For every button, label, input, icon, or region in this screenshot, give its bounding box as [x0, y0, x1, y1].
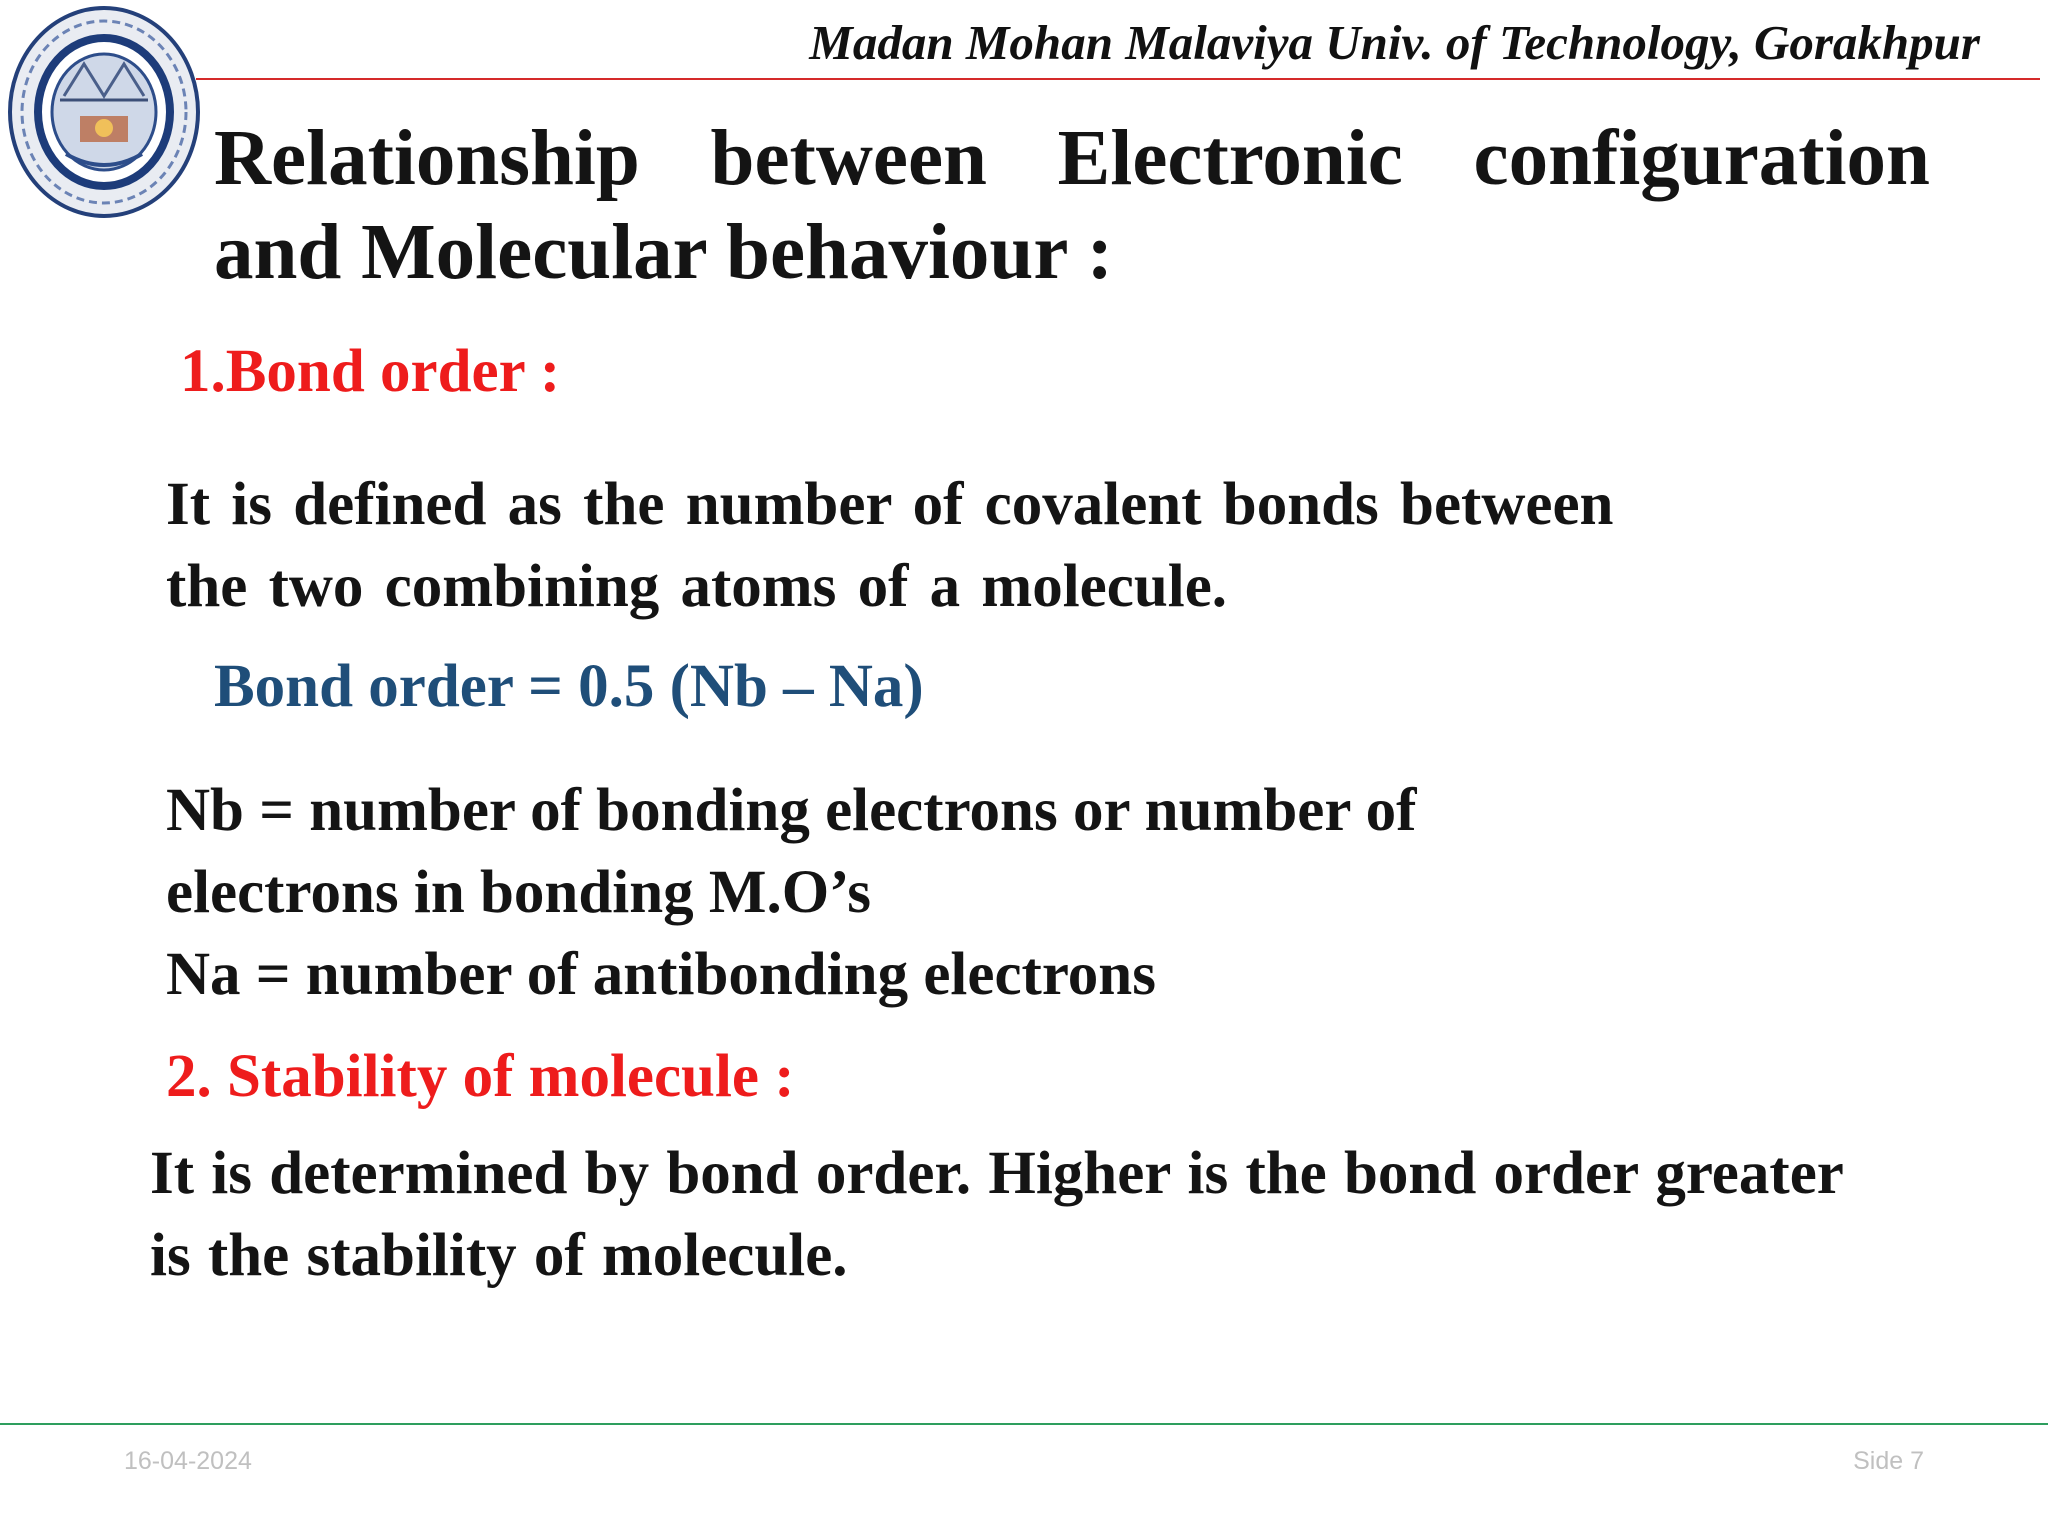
text-line: the two combining atoms of a molecule.	[166, 553, 1228, 620]
section-heading-stability: 2. Stability of molecule :	[166, 1043, 795, 1110]
text-line: It is determined by bond order. Higher is the bond order greater	[150, 1140, 1844, 1207]
footer-divider	[0, 1423, 2048, 1425]
text-line: Nb = number of bonding electrons or number of	[166, 777, 1417, 844]
title-line-1	[214, 112, 1930, 206]
stability-text	[150, 1133, 1844, 1297]
formula-explanation	[166, 770, 1416, 1016]
slide-number: Side 7	[1853, 1447, 1924, 1475]
slide-title	[214, 112, 1930, 300]
university-logo-icon	[6, 4, 202, 220]
text-line: Na = number of antibonding electrons	[166, 941, 1156, 1008]
title-word: between	[710, 115, 987, 202]
title-word: configuration	[1473, 115, 1930, 202]
bond-order-definition	[166, 464, 1613, 628]
header-divider	[196, 78, 2040, 80]
footer-date: 16-04-2024	[124, 1447, 252, 1475]
text-line: is the stability of molecule.	[150, 1222, 848, 1289]
bond-order-formula: Bond order = 0.5 (Nb – Na)	[214, 653, 924, 720]
university-header: Madan Mohan Malaviya Univ. of Technology, Gorakhpur	[809, 15, 1980, 70]
title-line-2: and Molecular behaviour :	[214, 209, 1114, 296]
title-word: Electronic	[1057, 115, 1403, 202]
text-line: It is defined as the number of covalent bonds between	[166, 471, 1614, 538]
section-heading-bond-order: 1.Bond order :	[180, 338, 561, 405]
title-word: Relationship	[214, 115, 640, 202]
text-line: electrons in bonding M.O’s	[166, 859, 871, 926]
